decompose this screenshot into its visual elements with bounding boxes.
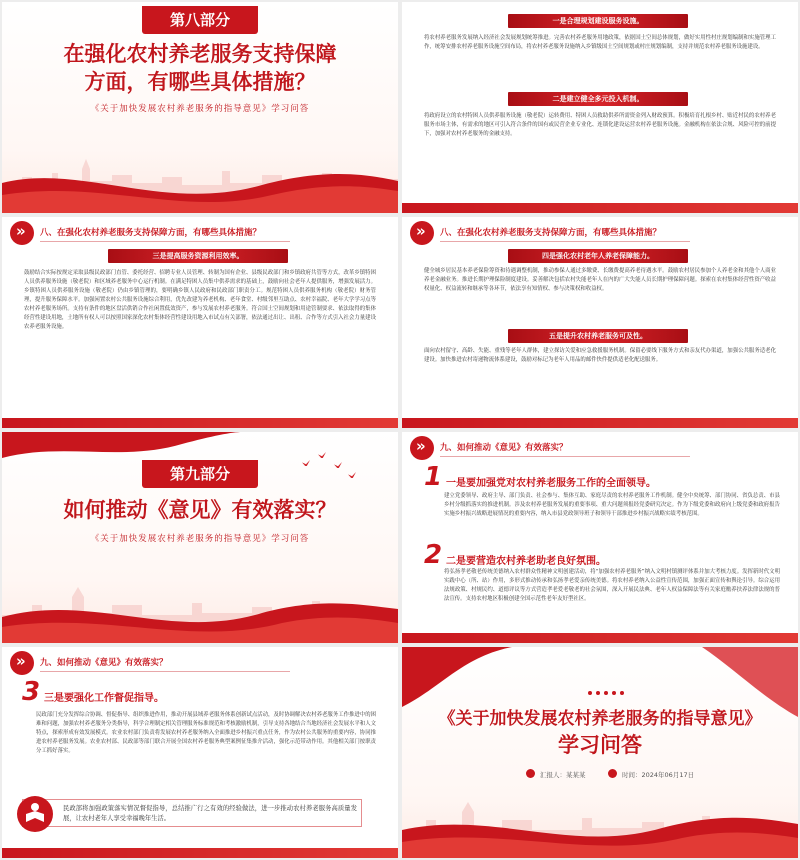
- slide-closing-cover[interactable]: [402, 647, 798, 858]
- header-divider: [440, 456, 690, 457]
- slide-part9-point-3[interactable]: [2, 647, 398, 858]
- point-paragraph-2: 将弘扬孝老敬老传统美德纳入农村群众性精神文明创建活动，将“加强农村养老服务”纳入文明村镇测评体系并加大考核力度。发挥新时代文明实践中心（所、站）作用，多形式推动传承和弘扬孝老爱亲传统美德。将农村养老纳入公益性宣传范围，加强正面宣传和舆论引导。综合运用法规政策、村规民约、道德评议等方式营造孝老爱老敬老的社会氛围，深入开展民法典、老年人权益保障法等有关家庭赡养扶养法律法规的普法宣传。支持农村地区积极创建全国示范性老年友好型社区。: [444, 569, 780, 602]
- red-wave-graphic: [402, 788, 798, 858]
- bottom-red-band: [2, 418, 398, 428]
- slide-header-text: 九、如何推动《意见》有效落实？: [40, 658, 168, 668]
- time-text: 时间：2024年06月17日: [622, 771, 695, 779]
- slide-header-text: 九、如何推动《意见》有效落实？: [440, 443, 568, 453]
- closing-title-line1: 《关于加快发展农村养老服务的指导意见》: [438, 709, 762, 729]
- cover-subtitle: 《关于加快发展农村养老服务的指导意见》学习问答: [90, 534, 310, 544]
- point-pill-2: 二是建立健全多元投入机制。: [508, 92, 688, 106]
- slide-part8-measures-3[interactable]: [2, 217, 398, 428]
- summary-callout: [22, 799, 362, 827]
- bottom-red-band: [2, 848, 398, 858]
- chevron-double-icon: [410, 221, 434, 245]
- presenter-text: 汇报人：某某某: [540, 771, 586, 779]
- point-number-3: 3: [22, 677, 41, 707]
- chevron-double-icon: [410, 436, 434, 460]
- point-paragraph-1: 将农村养老服务发展纳入经济社会发展规划统筹推进。完善农村养老服务用地政策，依据国土空间总体规划，做好实用性村庄规划编制和实施管理工作，统筹安排农村养老服务设施空间布局，将农村养老服务设施纳入乡镇级国土空间规划或村庄规划编制，支持并规范农村养老服务设施建设。: [424, 35, 776, 50]
- summary-callout-text: 民政部将加强政策落实情况督促指导，总结推广行之有效的经验做法，进一步推动农村养老服务高质量发展，让农村老年人享受幸福晚年生活。: [63, 805, 357, 822]
- presenter-icon: [526, 769, 535, 778]
- point-paragraph-4: 健全城乡居民基本养老保险筹资和待遇调整机制，推动参保人通过多缴费、长缴费提高养老待遇水平。鼓励农村居民参加个人养老金和其他个人商业养老金融业务。推进长期护理保险制度建设。妥善解决包括农村失能老年人在内的广大失能人员长期护理保障问题。探索在农村集体经营性资产收益权量化、权益流转和继承等各环节，依法享有知情权、参与决策权和收益权。: [424, 268, 776, 292]
- point-pill-5: 五是提升农村养老服务可及性。: [508, 329, 688, 343]
- point-pill-3: 三是提高服务资源利用效率。: [108, 249, 288, 263]
- bottom-red-band: [402, 633, 798, 643]
- slide-header-text: 八、在强化农村养老服务支持保障方面，有哪些具体措施？: [440, 228, 662, 238]
- slide-part8-cover[interactable]: [2, 2, 398, 213]
- part-label: 第九部分: [142, 460, 258, 488]
- decorative-stars: [588, 691, 628, 695]
- point-paragraph-3: 鼓励结合实际按规定采取县级民政部门直管、委托经营、招聘专业人员管理、转制为国有企业、县级民政部门和乡镇政府共管等方式，改革乡镇特困人员供养服务设施（敬老院）和区域养老服务中心运行机制。在满足特困人员集中供养需求的基础上，鼓励向社会老年人提供服务，增强发展活力。乡镇特困人员供养服务设施（敬老院）仍由乡镇管理的，要明确乡镇人民政府和民政部门职责分工。规范特困人员供养服务机构（敬老院）财务管理，提升服务保障水平。加强闲置农村公共服务设施综合利用，优先改建为养老机构、老年食堂、村级邻里互助点、农村幸福院、老年大学学习点等农村养老服务场所。支持有条件的地区盘活供销合作社闲置低效资产，参与发展农村养老服务。符合国土空间规划和用途管制要求、依法取得的集体经营性建设用地，土地所有权人可以按照国家深化农村集体经营性建设用地入市试点有关部署，依法通过出让、出租、合作等方式引入社会力量建设农养老服务设施。: [24, 270, 376, 330]
- cover-title: 如何推动《意见》有效落实？: [63, 498, 337, 522]
- slide-header: [2, 651, 332, 675]
- point-number-2: 2: [424, 540, 443, 570]
- point-paragraph-5: 面向农村留守、高龄、失能、重残等老年人群体，建立探访关爱和应急救援服务机制。保留必要线下服务方式和亲友代办渠道，加强公共服务适老化建设。加快推进农村寄递物流体系建设，鼓励对标记为老年人用品的邮件快件提供适老化配送服务。: [424, 348, 776, 363]
- slide-part8-measures-4-5[interactable]: [402, 217, 798, 428]
- slide-part8-measures-1-2[interactable]: [402, 2, 798, 213]
- point-title-3: 三是要强化工作督促指导。: [44, 693, 164, 704]
- part-label: 第八部分: [142, 6, 258, 34]
- closing-title-line2: 学习问答: [558, 733, 642, 757]
- point-pill-1: 一是合理规划建设服务设施。: [508, 14, 688, 28]
- chevron-double-icon: [10, 651, 34, 675]
- point-paragraph-1: 建立党委领导、政府主导、部门负责、社会参与、集体互助、家庭尽责的农村养老服务工作机制。健全中央统筹、部门协同、省负总责、市县乡村分级抓落实的推进机制。涉及农村养老服务发展的重要事项、重大问题须报经党委研究决定。作为下级党委和政府向上级党委和政府报告实施乡村振兴战略进展情况的重要内容，纳入市县党政领导班子和领导干部推进乡村振兴战略实绩考核范围。: [444, 493, 780, 517]
- point-title-1: 一是要加强党对农村养老服务工作的全面领导。: [446, 478, 656, 489]
- red-wave-graphic: [2, 143, 398, 213]
- red-wave-graphic: [2, 573, 398, 643]
- reading-person-icon: [17, 796, 53, 832]
- clock-icon: [608, 769, 617, 778]
- slide-part9-cover[interactable]: [2, 432, 398, 643]
- header-divider: [40, 671, 290, 672]
- slide-header: [402, 221, 732, 245]
- header-divider: [40, 241, 290, 242]
- slide-part9-points-1-2[interactable]: [402, 432, 798, 643]
- slide-header: [2, 221, 332, 245]
- bottom-red-band: [402, 418, 798, 428]
- point-paragraph-2: 将政府设立的农村特困人员供养服务设施（敬老院）运转费用、特困人员救助供养所需资金列入财政预算。积极培育扎根乡村、贴近村民的农村养老服务市场主体，有需求的地区可引入符合条件的国有或民营企业专业化、连锁化建设运营农村养老服务设施。金融机构在依法合规、风险可控的前提下，加强对农村养老服务的金融支持。: [424, 113, 776, 137]
- point-number-1: 1: [424, 462, 443, 492]
- slide-header-text: 八、在强化农村养老服务支持保障方面，有哪些具体措施？: [40, 228, 262, 238]
- cover-title-line1: 在强化农村养老服务支持保障: [63, 42, 337, 66]
- chevron-double-icon: [10, 221, 34, 245]
- bottom-red-band: [402, 203, 798, 213]
- slide-header: [402, 436, 732, 460]
- point-title-2: 二是要营造农村养老助老良好氛围。: [446, 556, 606, 567]
- cover-title-line2: 方面，有哪些具体措施？: [84, 70, 316, 94]
- point-paragraph-3: 民政部门充分发挥综合协调、督促指导、组织推进作用，推动开展县域养老服务体系创新试点活动，及时协调解决农村养老服务工作推进中的困难和问题，加强农村养老服务分类指导，科学合理制定相关管理服务标准规范和考核激励机制，引导支持各地结合当地经济社会发展水平和人文特点，探索形成有效发展模式。农业农村部门负责将发展农村养老服务纳入全面推进乡村振兴重点任务，作为农村公共服务的重要内容，协同推进农村养老服务发展。农业农村部、民政部等部门联合开展全国农村养老服务典型案例征集推介活动，强化示范带动作用。其他相关部门按职责分工抓好落实。: [36, 712, 376, 754]
- point-pill-4: 四是强化农村老年人养老保障能力。: [508, 249, 688, 263]
- cover-subtitle: 《关于加快发展农村养老服务的指导意见》学习问答: [90, 104, 310, 114]
- header-divider: [440, 241, 690, 242]
